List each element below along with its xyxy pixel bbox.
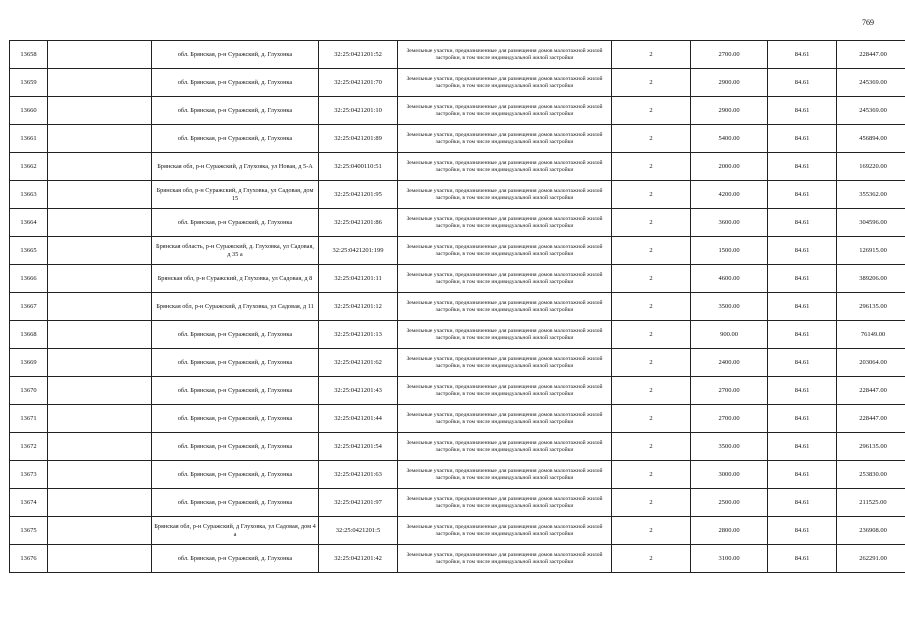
table-row	[10, 97, 905, 125]
cadastral-number-cell: 32:25:0421201:63	[319, 461, 398, 489]
group-code-cell: 2	[612, 405, 691, 433]
cadastral-number-cell: 32:25:0421201:86	[319, 209, 398, 237]
permitted-use-cell: Земельные участки, предназначенные для размещения домов малоэтажной жилой застройки, в том числе индивидуальной жилой застройки	[398, 153, 612, 181]
specific-value-cell: 84.61	[768, 209, 837, 237]
cadastral-number-cell: 32:25:0421201:97	[319, 489, 398, 517]
address-cell: Брянская обл, р-н Суражский, д Глуховка, ул Садовая, д 11	[152, 293, 319, 321]
empty-cell	[48, 489, 152, 517]
specific-value-cell: 84.61	[768, 545, 837, 573]
cadastral-number-cell: 32:25:0421201:199	[319, 237, 398, 265]
table-row	[10, 69, 905, 97]
address-cell: обл. Брянская, р-н Суражский, д. Глухонка	[152, 461, 319, 489]
cadastral-value-cell: 203064.00	[837, 349, 905, 377]
specific-value-cell: 84.61	[768, 265, 837, 293]
cadastral-number-cell: 32:25:0421201:62	[319, 349, 398, 377]
area-cell: 900.00	[691, 321, 768, 349]
address-cell: обл. Брянская, р-н Суражский, д. Глухонка	[152, 433, 319, 461]
cadastral-value-cell: 262291.00	[837, 545, 905, 573]
cadastral-value-cell: 296135.00	[837, 293, 905, 321]
area-cell: 2700.00	[691, 405, 768, 433]
group-code-cell: 2	[612, 209, 691, 237]
area-cell: 2900.00	[691, 97, 768, 125]
table-row	[10, 489, 905, 517]
cadastral-value-cell: 211525.00	[837, 489, 905, 517]
group-code-cell: 2	[612, 69, 691, 97]
cadastral-value-cell: 245369.00	[837, 97, 905, 125]
permitted-use-cell: Земельные участки, предназначенные для размещения домов малоэтажной жилой застройки, в том числе индивидуальной жилой застройки	[398, 545, 612, 573]
permitted-use-cell: Земельные участки, предназначенные для размещения домов малоэтажной жилой застройки, в том числе индивидуальной жилой застройки	[398, 517, 612, 545]
group-code-cell: 2	[612, 41, 691, 69]
permitted-use-cell: Земельные участки, предназначенные для размещения домов малоэтажной жилой застройки, в том числе индивидуальной жилой застройки	[398, 69, 612, 97]
address-cell: обл. Брянская, р-н Суражский, д. Глухонка	[152, 349, 319, 377]
address-cell: Брянская обл, р-н Суражский, д Глуховка, ул Садовая, дом 15	[152, 181, 319, 209]
table-row	[10, 545, 905, 573]
specific-value-cell: 84.61	[768, 237, 837, 265]
row-number-cell: 13666	[10, 265, 48, 293]
cadastral-value-cell: 304596.00	[837, 209, 905, 237]
specific-value-cell: 84.61	[768, 97, 837, 125]
table-row	[10, 153, 905, 181]
cadastral-value-table	[9, 40, 905, 573]
cadastral-number-cell: 32:25:0421201:13	[319, 321, 398, 349]
group-code-cell: 2	[612, 461, 691, 489]
group-code-cell: 2	[612, 517, 691, 545]
cadastral-number-cell: 32:25:0421201:95	[319, 181, 398, 209]
address-cell: Брянская обл, р-н Суражский, д Глуховка, ул Садовая, дом 4 а	[152, 517, 319, 545]
area-cell: 3500.00	[691, 433, 768, 461]
cadastral-number-cell: 32:25:0421201:42	[319, 545, 398, 573]
cadastral-number-cell: 32:25:0421201:44	[319, 405, 398, 433]
cadastral-number-cell: 32:25:0421201:12	[319, 293, 398, 321]
specific-value-cell: 84.61	[768, 293, 837, 321]
cadastral-value-cell: 228447.00	[837, 377, 905, 405]
cadastral-number-cell: 32:25:0421201:11	[319, 265, 398, 293]
permitted-use-cell: Земельные участки, предназначенные для размещения домов малоэтажной жилой застройки, в том числе индивидуальной жилой застройки	[398, 41, 612, 69]
empty-cell	[48, 153, 152, 181]
table-row	[10, 461, 905, 489]
permitted-use-cell: Земельные участки, предназначенные для размещения домов малоэтажной жилой застройки, в том числе индивидуальной жилой застройки	[398, 405, 612, 433]
cadastral-number-cell: 32:25:0421201:5	[319, 517, 398, 545]
table-body	[10, 41, 905, 573]
group-code-cell: 2	[612, 377, 691, 405]
permitted-use-cell: Земельные участки, предназначенные для размещения домов малоэтажной жилой застройки, в том числе индивидуальной жилой застройки	[398, 125, 612, 153]
specific-value-cell: 84.61	[768, 405, 837, 433]
cadastral-value-cell: 76149.00	[837, 321, 905, 349]
cadastral-value-cell: 228447.00	[837, 41, 905, 69]
group-code-cell: 2	[612, 97, 691, 125]
row-number-cell: 13662	[10, 153, 48, 181]
empty-cell	[48, 69, 152, 97]
cadastral-value-cell: 456894.00	[837, 125, 905, 153]
row-number-cell: 13674	[10, 489, 48, 517]
empty-cell	[48, 433, 152, 461]
group-code-cell: 2	[612, 181, 691, 209]
empty-cell	[48, 461, 152, 489]
row-number-cell: 13670	[10, 377, 48, 405]
table-row	[10, 517, 905, 545]
group-code-cell: 2	[612, 293, 691, 321]
row-number-cell: 13664	[10, 209, 48, 237]
empty-cell	[48, 41, 152, 69]
table-row	[10, 433, 905, 461]
permitted-use-cell: Земельные участки, предназначенные для размещения домов малоэтажной жилой застройки, в том числе индивидуальной жилой застройки	[398, 265, 612, 293]
empty-cell	[48, 125, 152, 153]
specific-value-cell: 84.61	[768, 153, 837, 181]
group-code-cell: 2	[612, 349, 691, 377]
cadastral-value-cell: 355362.00	[837, 181, 905, 209]
area-cell: 3600.00	[691, 209, 768, 237]
group-code-cell: 2	[612, 153, 691, 181]
permitted-use-cell: Земельные участки, предназначенные для размещения домов малоэтажной жилой застройки, в том числе индивидуальной жилой застройки	[398, 321, 612, 349]
permitted-use-cell: Земельные участки, предназначенные для размещения домов малоэтажной жилой застройки, в том числе индивидуальной жилой застройки	[398, 433, 612, 461]
cadastral-value-cell: 126915.00	[837, 237, 905, 265]
permitted-use-cell: Земельные участки, предназначенные для размещения домов малоэтажной жилой застройки, в том числе индивидуальной жилой застройки	[398, 237, 612, 265]
address-cell: обл. Брянская, р-н Суражский, д. Глухонка	[152, 125, 319, 153]
table-row	[10, 125, 905, 153]
row-number-cell: 13663	[10, 181, 48, 209]
row-number-cell: 13660	[10, 97, 48, 125]
address-cell: обл. Брянская, р-н Суражский, д. Глухонка	[152, 321, 319, 349]
permitted-use-cell: Земельные участки, предназначенные для размещения домов малоэтажной жилой застройки, в том числе индивидуальной жилой застройки	[398, 489, 612, 517]
empty-cell	[48, 237, 152, 265]
specific-value-cell: 84.61	[768, 321, 837, 349]
row-number-cell: 13672	[10, 433, 48, 461]
row-number-cell: 13671	[10, 405, 48, 433]
specific-value-cell: 84.61	[768, 489, 837, 517]
address-cell: обл. Брянская, р-н Суражский, д. Глухонка	[152, 209, 319, 237]
cadastral-value-cell: 236908.00	[837, 517, 905, 545]
group-code-cell: 2	[612, 433, 691, 461]
empty-cell	[48, 349, 152, 377]
table-row	[10, 293, 905, 321]
permitted-use-cell: Земельные участки, предназначенные для размещения домов малоэтажной жилой застройки, в том числе индивидуальной жилой застройки	[398, 181, 612, 209]
specific-value-cell: 84.61	[768, 461, 837, 489]
permitted-use-cell: Земельные участки, предназначенные для размещения домов малоэтажной жилой застройки, в том числе индивидуальной жилой застройки	[398, 349, 612, 377]
area-cell: 5400.00	[691, 125, 768, 153]
empty-cell	[48, 377, 152, 405]
address-cell: обл. Брянская, р-н Суражский, д. Глухонка	[152, 69, 319, 97]
area-cell: 3100.00	[691, 545, 768, 573]
table-row	[10, 321, 905, 349]
group-code-cell: 2	[612, 321, 691, 349]
cadastral-number-cell: 32:25:0421201:52	[319, 41, 398, 69]
permitted-use-cell: Земельные участки, предназначенные для размещения домов малоэтажной жилой застройки, в том числе индивидуальной жилой застройки	[398, 461, 612, 489]
area-cell: 2700.00	[691, 377, 768, 405]
cadastral-value-cell: 253830.00	[837, 461, 905, 489]
row-number-cell: 13658	[10, 41, 48, 69]
empty-cell	[48, 321, 152, 349]
area-cell: 3500.00	[691, 293, 768, 321]
cadastral-value-cell: 228447.00	[837, 405, 905, 433]
row-number-cell: 13668	[10, 321, 48, 349]
row-number-cell: 13665	[10, 237, 48, 265]
table-row	[10, 405, 905, 433]
row-number-cell: 13675	[10, 517, 48, 545]
address-cell: обл. Брянская, р-н Суражский, д. Глухонка	[152, 97, 319, 125]
row-number-cell: 13659	[10, 69, 48, 97]
permitted-use-cell: Земельные участки, предназначенные для размещения домов малоэтажной жилой застройки, в том числе индивидуальной жилой застройки	[398, 377, 612, 405]
page-number: 769	[862, 18, 874, 27]
table-row	[10, 349, 905, 377]
address-cell: Брянская обл, р-н Суражский, д Глуховка, ул Садовая, д 8	[152, 265, 319, 293]
specific-value-cell: 84.61	[768, 433, 837, 461]
address-cell: обл. Брянская, р-н Суражский, д. Глухонка	[152, 377, 319, 405]
cadastral-value-cell: 389206.00	[837, 265, 905, 293]
area-cell: 2000.00	[691, 153, 768, 181]
cadastral-value-cell: 296135.00	[837, 433, 905, 461]
permitted-use-cell: Земельные участки, предназначенные для размещения домов малоэтажной жилой застройки, в том числе индивидуальной жилой застройки	[398, 209, 612, 237]
group-code-cell: 2	[612, 545, 691, 573]
row-number-cell: 13676	[10, 545, 48, 573]
cadastral-number-cell: 32:25:0421201:43	[319, 377, 398, 405]
table-row	[10, 41, 905, 69]
table-row	[10, 181, 905, 209]
address-cell: Брянская обл, р-н Суражский, д Глуховка, ул Новая, д 5-А	[152, 153, 319, 181]
empty-cell	[48, 293, 152, 321]
empty-cell	[48, 265, 152, 293]
area-cell: 2500.00	[691, 489, 768, 517]
specific-value-cell: 84.61	[768, 377, 837, 405]
empty-cell	[48, 545, 152, 573]
table-row	[10, 265, 905, 293]
row-number-cell: 13669	[10, 349, 48, 377]
specific-value-cell: 84.61	[768, 181, 837, 209]
cadastral-number-cell: 32:25:0421201:10	[319, 97, 398, 125]
permitted-use-cell: Земельные участки, предназначенные для размещения домов малоэтажной жилой застройки, в том числе индивидуальной жилой застройки	[398, 293, 612, 321]
empty-cell	[48, 517, 152, 545]
cadastral-number-cell: 32:25:0421201:89	[319, 125, 398, 153]
row-number-cell: 13673	[10, 461, 48, 489]
permitted-use-cell: Земельные участки, предназначенные для размещения домов малоэтажной жилой застройки, в том числе индивидуальной жилой застройки	[398, 97, 612, 125]
area-cell: 2700.00	[691, 41, 768, 69]
area-cell: 2400.00	[691, 349, 768, 377]
specific-value-cell: 84.61	[768, 125, 837, 153]
cadastral-number-cell: 32:25:0400110:51	[319, 153, 398, 181]
area-cell: 4200.00	[691, 181, 768, 209]
address-cell: Брянская область, р-н Суражский, д. Глуховка, ул Садовая, д 35 а	[152, 237, 319, 265]
address-cell: обл. Брянская, р-н Суражский, д. Глухонка	[152, 405, 319, 433]
group-code-cell: 2	[612, 265, 691, 293]
group-code-cell: 2	[612, 489, 691, 517]
specific-value-cell: 84.61	[768, 41, 837, 69]
cadastral-number-cell: 32:25:0421201:54	[319, 433, 398, 461]
group-code-cell: 2	[612, 237, 691, 265]
address-cell: обл. Брянская, р-н Суражский, д. Глухонка	[152, 545, 319, 573]
cadastral-value-cell: 245369.00	[837, 69, 905, 97]
area-cell: 4600.00	[691, 265, 768, 293]
area-cell: 2800.00	[691, 517, 768, 545]
row-number-cell: 13661	[10, 125, 48, 153]
area-cell: 2900.00	[691, 69, 768, 97]
specific-value-cell: 84.61	[768, 69, 837, 97]
cadastral-value-cell: 169220.00	[837, 153, 905, 181]
empty-cell	[48, 209, 152, 237]
cadastral-number-cell: 32:25:0421201:70	[319, 69, 398, 97]
area-cell: 1500.00	[691, 237, 768, 265]
table-row	[10, 377, 905, 405]
empty-cell	[48, 405, 152, 433]
empty-cell	[48, 181, 152, 209]
table-row	[10, 209, 905, 237]
group-code-cell: 2	[612, 125, 691, 153]
address-cell: обл. Брянская, р-н Суражский, д. Глухонка	[152, 489, 319, 517]
specific-value-cell: 84.61	[768, 517, 837, 545]
area-cell: 3000.00	[691, 461, 768, 489]
row-number-cell: 13667	[10, 293, 48, 321]
address-cell: обл. Брянская, р-н Суражский, д. Глухонка	[152, 41, 319, 69]
specific-value-cell: 84.61	[768, 349, 837, 377]
empty-cell	[48, 97, 152, 125]
table-row	[10, 237, 905, 265]
